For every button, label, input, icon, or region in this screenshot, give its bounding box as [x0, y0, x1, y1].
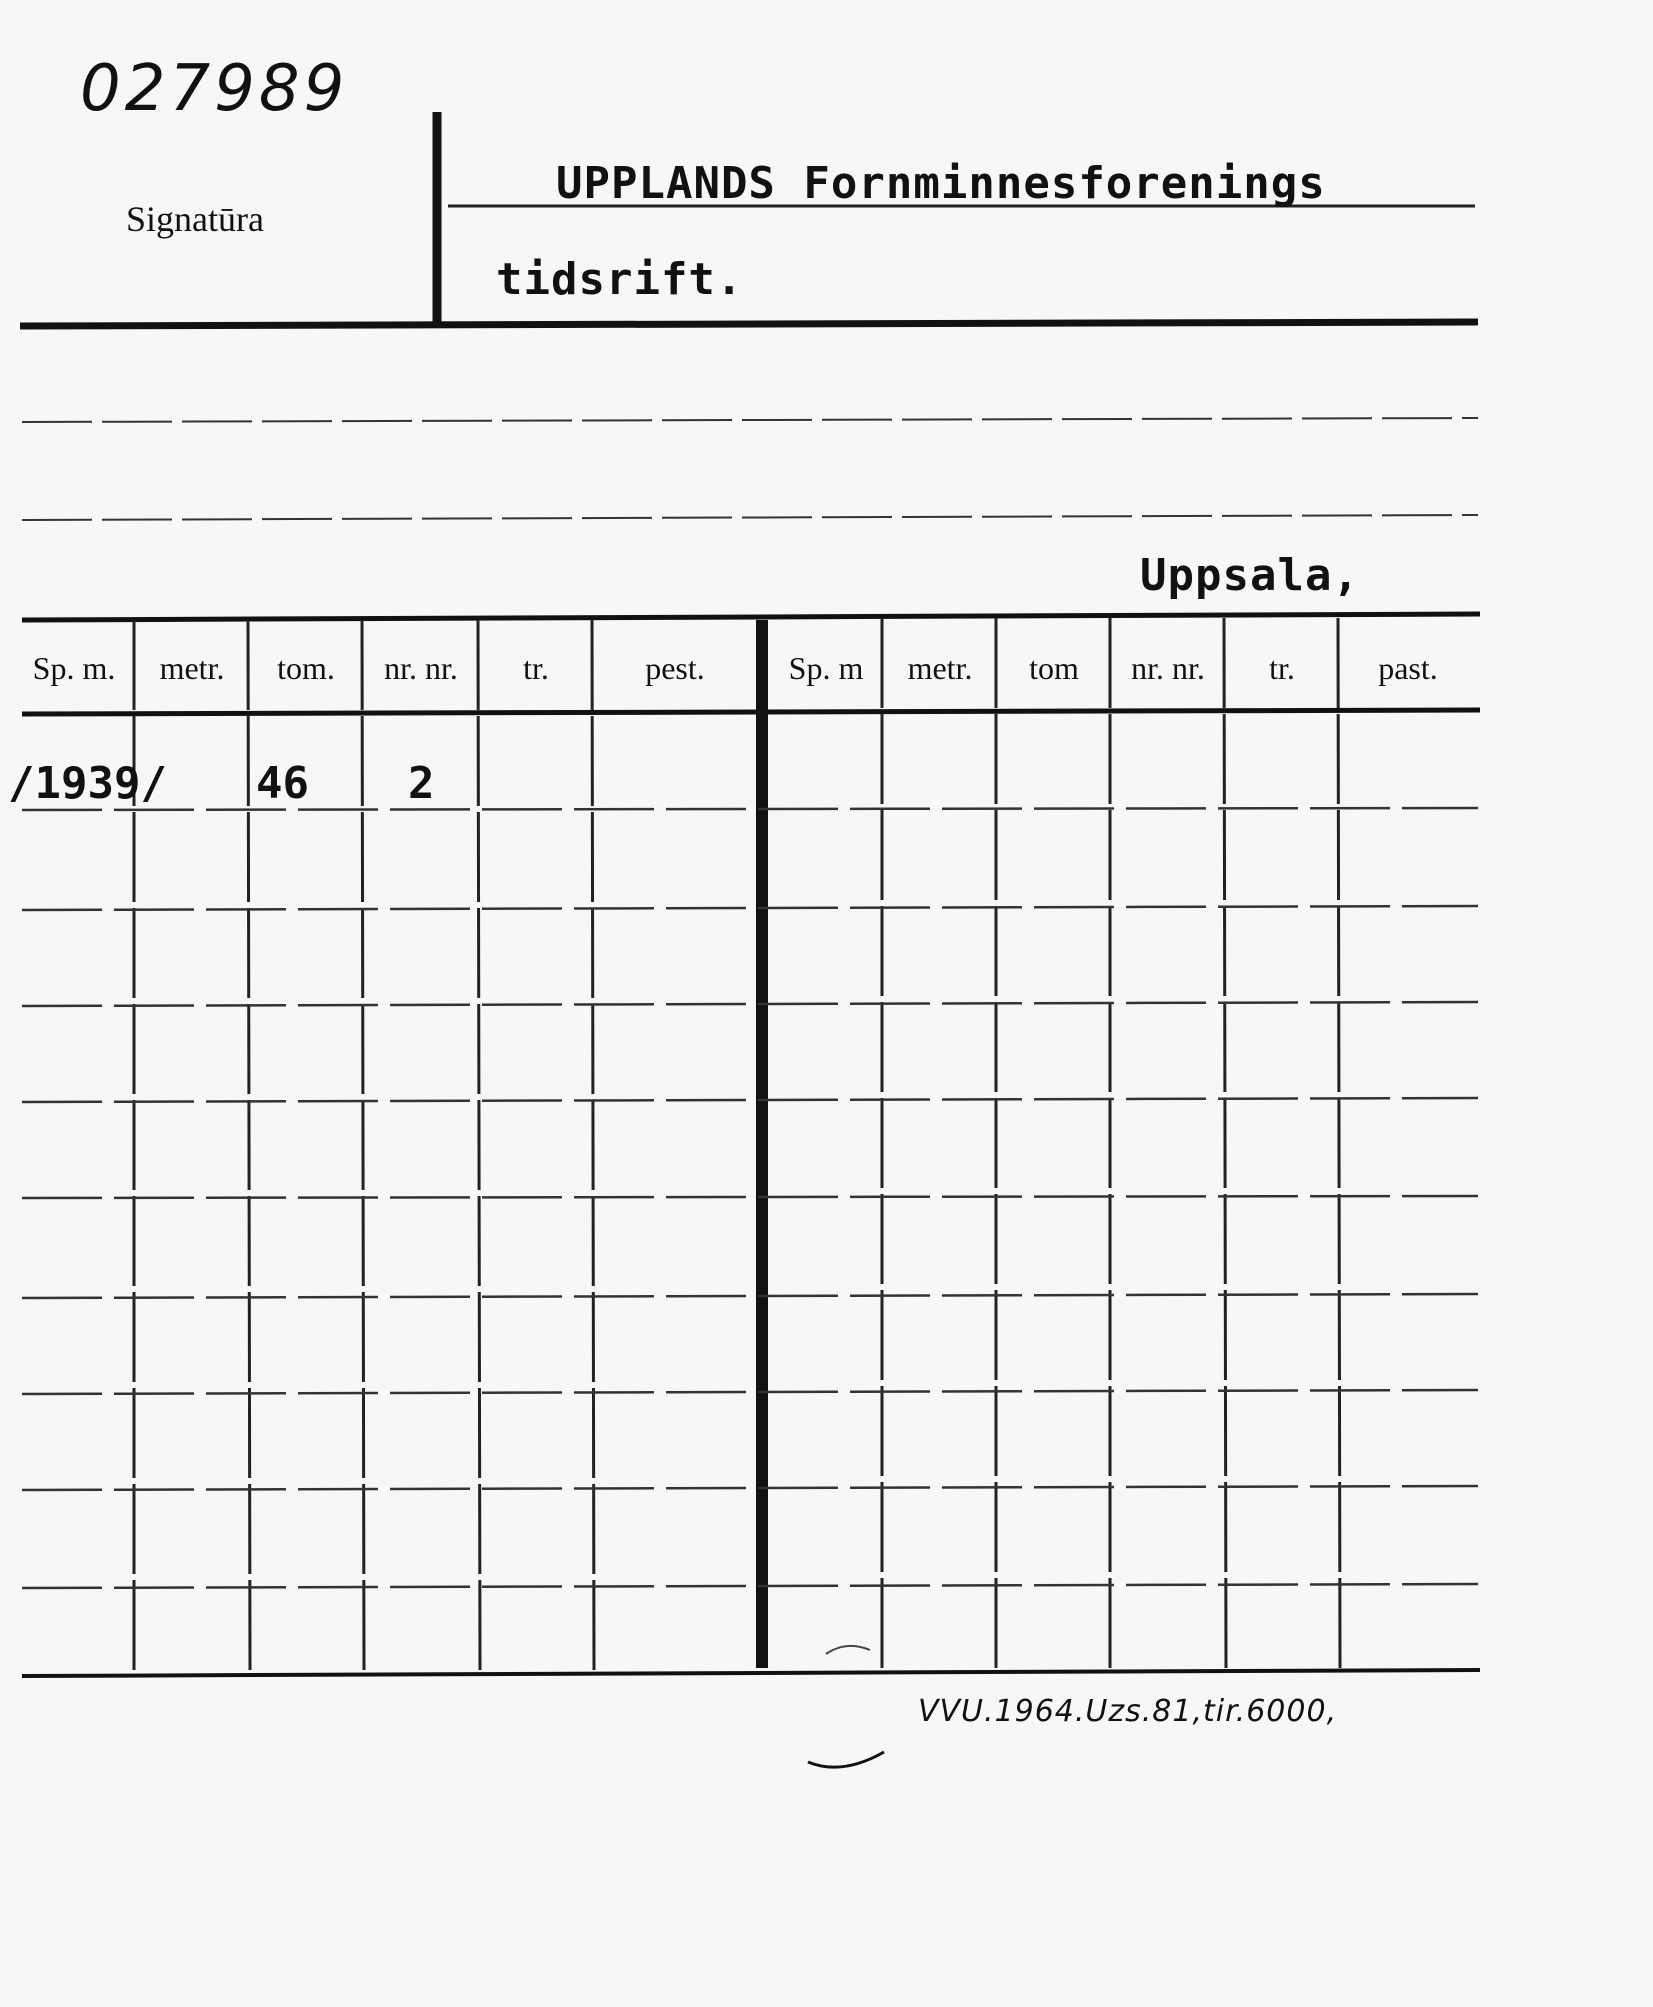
footer-note: VVU.1964.Uzs.81,tir.6000, — [918, 1694, 1338, 1729]
stray-mark — [808, 1752, 884, 1767]
header-metr-left: metr. — [159, 650, 225, 686]
header-tom-left: tom. — [277, 650, 335, 686]
header-sp-m-right: Sp. m — [788, 650, 864, 686]
header-pest-left: pest. — [645, 650, 705, 686]
title-line-1: UPPLANDS Fornminnesforenings — [556, 158, 1326, 209]
header-nr-left: nr. nr. — [384, 650, 458, 686]
row1-sp-m: /1939/ — [8, 758, 167, 809]
title-line-2: tidsrift. — [496, 254, 744, 305]
publication-place: Uppsala, — [1140, 550, 1360, 601]
table-header-rule — [22, 710, 1480, 714]
header-sp-m-left: Sp. m. — [32, 650, 116, 686]
blank-line-2 — [22, 515, 1478, 520]
header-past-right: past. — [1378, 650, 1438, 686]
blank-line-1 — [22, 418, 1478, 422]
header-nr-right: nr. nr. — [1131, 650, 1205, 686]
signum-label: Signatūra — [126, 199, 264, 239]
header-rule — [20, 322, 1478, 326]
header-tr-right: tr. — [1269, 650, 1295, 686]
row1-tom: 46 — [256, 758, 309, 809]
table-top-rule — [22, 614, 1480, 620]
signum-number: 027989 — [80, 52, 349, 126]
column-lines — [134, 618, 1340, 1670]
header-metr-right: metr. — [907, 650, 973, 686]
table-bottom-rule — [22, 1670, 1480, 1676]
header-tr-left: tr. — [523, 650, 549, 686]
header-tom-right: tom — [1029, 650, 1079, 686]
stray-mark — [826, 1646, 870, 1654]
row-lines — [22, 808, 1478, 1588]
row1-nr-nr: 2 — [408, 758, 435, 809]
